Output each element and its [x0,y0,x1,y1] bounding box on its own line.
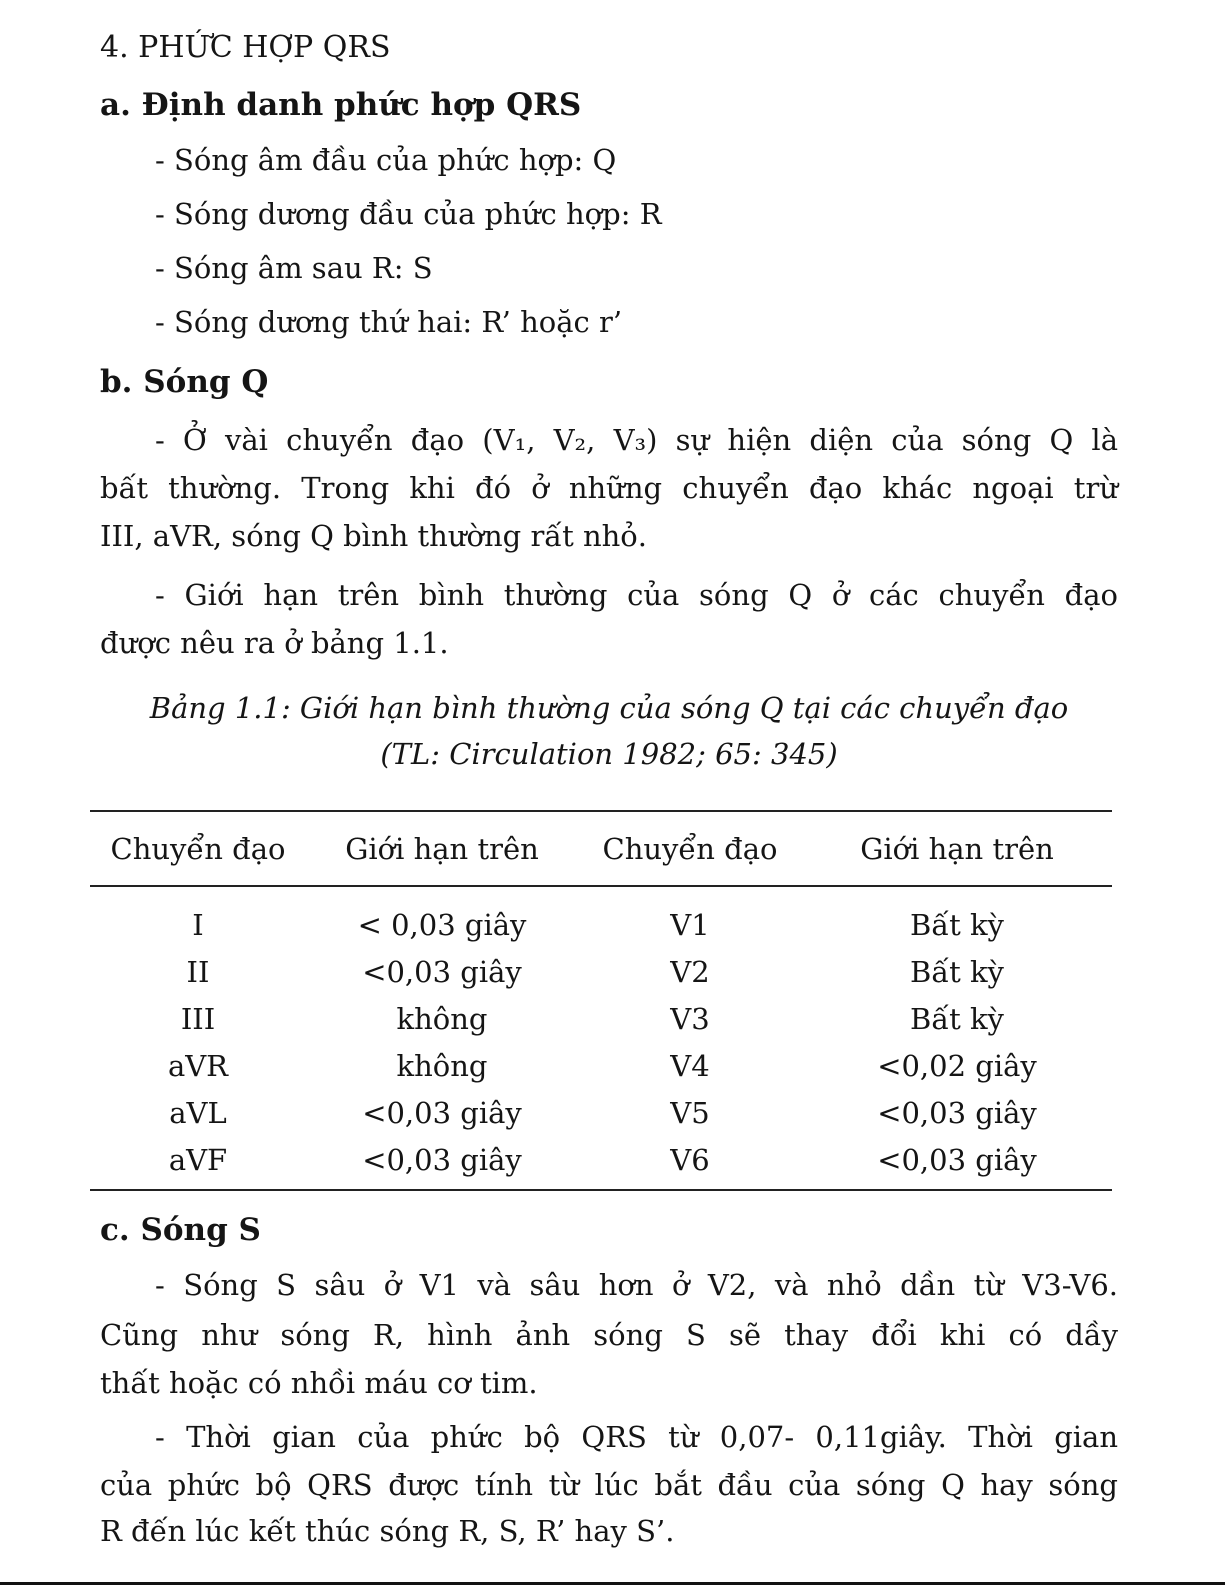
table-cell: V3 [670,1002,710,1036]
table-cell: <0,02 giây [877,1049,1037,1083]
paragraph-line: được nêu ra ở bảng 1.1. [100,626,449,660]
table-cell: không [396,1002,488,1036]
table-cell: I [192,908,204,942]
paragraph-line: - Ở vài chuyển đạo (V₁, V₂, V₃) sự hiện diện của sóng Q là [155,423,1118,457]
paragraph-line: III, aVR, sóng Q bình thường rất nhỏ. [100,519,647,553]
table-header-cell: Chuyển đạo [602,832,778,866]
table-header-cell: Giới hạn trên [345,832,539,866]
paragraph-line: bất thường. Trong khi đó ở những chuyển đạo khác ngoại trừ [100,471,1118,505]
table-cell: V5 [670,1096,710,1130]
list-item: - Sóng dương thứ hai: R’ hoặc r’ [155,305,623,339]
table-cell: <0,03 giây [362,955,522,989]
paragraph-line: - Thời gian của phức bộ QRS từ 0,07- 0,11giây. Thời gian [155,1420,1118,1454]
table-cell: V2 [670,955,710,989]
table-cell: V6 [670,1143,710,1177]
table-cell: <0,03 giây [877,1096,1037,1130]
paragraph-line: - Sóng S sâu ở V1 và sâu hơn ở V2, và nhỏ dần từ V3-V6. [155,1268,1118,1302]
table-cell: II [186,955,210,989]
table-cell: Bất kỳ [910,1002,1004,1036]
list-item: - Sóng âm sau R: S [155,251,433,285]
list-item: - Sóng âm đầu của phức hợp: Q [155,143,617,177]
table-top-rule [90,810,1112,812]
table-source: (TL: Circulation 1982; 65: 345) [380,737,838,771]
table-cell: aVF [168,1143,228,1177]
list-item: - Sóng dương đầu của phức hợp: R [155,197,662,231]
heading-c: c. Sóng S [100,1212,261,1248]
table-cell: <0,03 giây [362,1096,522,1130]
section-title: 4. PHỨC HỢP QRS [100,30,391,65]
table-cell: V1 [670,908,710,942]
table-cell: không [396,1049,488,1083]
table-cell: <0,03 giây [877,1143,1037,1177]
table-cell: III [180,1002,216,1036]
table-cell: V4 [670,1049,710,1083]
heading-b: b. Sóng Q [100,364,269,400]
table-cell: aVL [169,1096,227,1130]
table-header-cell: Giới hạn trên [860,832,1054,866]
paragraph-line: Cũng như sóng R, hình ảnh sóng S sẽ thay đổi khi có dầy [100,1318,1118,1352]
table-header-cell: Chuyển đạo [110,832,286,866]
paragraph-line: R đến lúc kết thúc sóng R, S, R’ hay S’. [100,1514,675,1548]
paragraph-line: - Giới hạn trên bình thường của sóng Q ở các chuyển đạo [155,578,1118,612]
table-cell: aVR [167,1049,229,1083]
heading-a: a. Định danh phức hợp QRS [100,87,582,123]
table-cell: < 0,03 giây [357,908,527,942]
paragraph-line: của phức bộ QRS được tính từ lúc bắt đầu của sóng Q hay sóng [100,1468,1118,1502]
table-bottom-rule [90,1189,1112,1191]
table-cell: <0,03 giây [362,1143,522,1177]
table-header-rule [90,885,1112,887]
table-cell: Bất kỳ [910,955,1004,989]
table-caption: Bảng 1.1: Giới hạn bình thường của sóng Q tại các chuyển đạo [149,691,1069,725]
paragraph-line: thất hoặc có nhồi máu cơ tim. [100,1366,538,1400]
table-cell: Bất kỳ [910,908,1004,942]
